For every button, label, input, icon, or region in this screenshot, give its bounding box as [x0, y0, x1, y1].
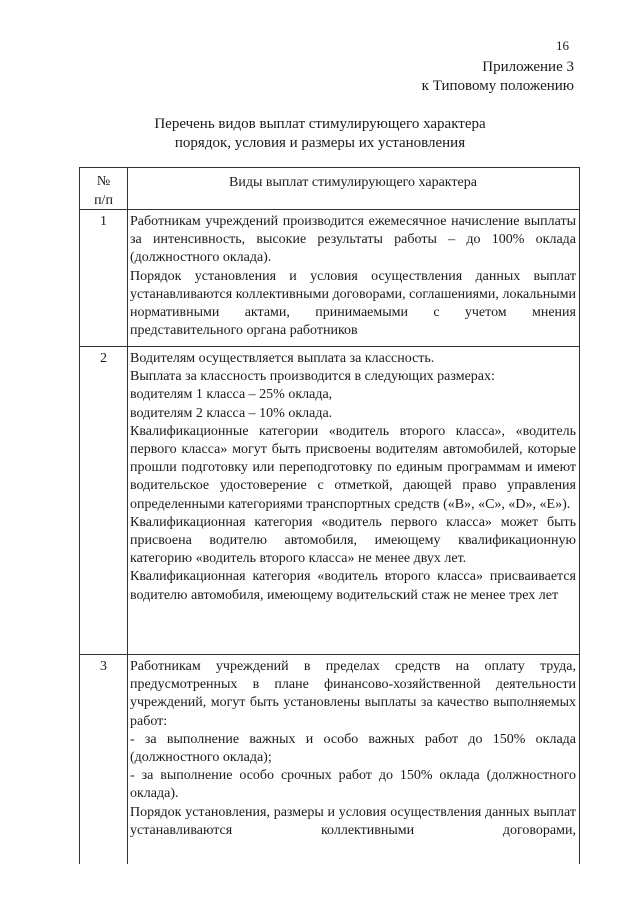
header-number-cell: [80, 168, 128, 209]
table-row: [80, 655, 579, 864]
row-paragraph: водителям 2 класса – 10% оклада.: [130, 405, 333, 421]
table-header-row: [80, 168, 579, 210]
row-text-cell: [128, 347, 579, 654]
header-title-cell: Виды выплат стимулирующего характера: [229, 175, 477, 190]
row-paragraph: Порядок установления, размеры и условия осуществления данных выплат устанавливаются коллективными договорами,: [130, 804, 576, 838]
row-paragraph: Порядок установления и условия осуществления данных выплат устанавливаются коллективными договорами, соглашениями, локальными нормативными актами, принимаемыми с учетом мнения представительного органа работников: [130, 268, 576, 339]
row-paragraph: Квалификационные категории «водитель второго класса», «водитель первого класса» могут быть присвоены водителям автомобилей, которые прошли подготовку или переподготовку по единым программам и имеют водительское удостоверение с отметкой, дающей право управления определенными категориями транспортных средств («B», «C», «D», «E»).: [130, 423, 576, 512]
table-row: [80, 347, 579, 655]
row-paragraph: Квалификационная категория «водитель первого класса» может быть присвоена водителю автомобиля, имеющему квалификационную категорию «водитель второго класса» не менее двух лет.: [130, 514, 576, 567]
appendix-line-2: к Типовому положению: [421, 78, 574, 94]
table-row: [80, 210, 579, 347]
row-number: 3: [80, 655, 128, 864]
payments-table: [79, 167, 580, 864]
row-number: 2: [80, 347, 128, 654]
title-line-2: порядок, условия и размеры их установления: [174, 135, 466, 151]
row-paragraph: Работникам учреждений производится ежемесячное начисление выплаты за интенсивность, высокие результаты работы – до 100% оклада (должностного оклада).: [130, 214, 576, 266]
row-text-cell: [128, 210, 579, 346]
page-number: 16: [556, 38, 569, 53]
row-paragraph: - за выполнение особо срочных работ до 150% оклада (должностного оклада).: [130, 768, 576, 802]
row-paragraph: Квалификационная категория «водитель второго класса» присваивается водителю автомобиля, имеющему водительский стаж не менее трех лет: [130, 569, 576, 603]
row-paragraph: Водителям осуществляется выплата за классность.: [130, 351, 435, 366]
row-paragraph: - за выполнение важных и особо важных работ до 150% оклада (должностного оклада);: [130, 731, 576, 766]
header-number-symbol: №: [96, 174, 111, 189]
row-paragraph: водителям 1 класса – 25% оклада,: [130, 387, 333, 403]
row-text-cell: [128, 655, 579, 864]
appendix-line-1: Приложение 3: [482, 59, 574, 75]
appendix-caption: [422, 58, 574, 96]
title-line-1: Перечень видов выплат стимулирующего характера: [154, 116, 486, 132]
row-paragraph: Работникам учреждений в пределах средств на оплату труда, предусмотренных в плане финансово-хозяйственной деятельности учреждений, могут быть установлены выплаты за качество выполняемых работ:: [130, 659, 576, 729]
row-paragraph: Выплата за классность производится в следующих размерах:: [130, 369, 495, 385]
row-number: 1: [80, 210, 128, 346]
document-title: [60, 115, 580, 153]
header-number-abbrev: п/п: [94, 193, 113, 208]
